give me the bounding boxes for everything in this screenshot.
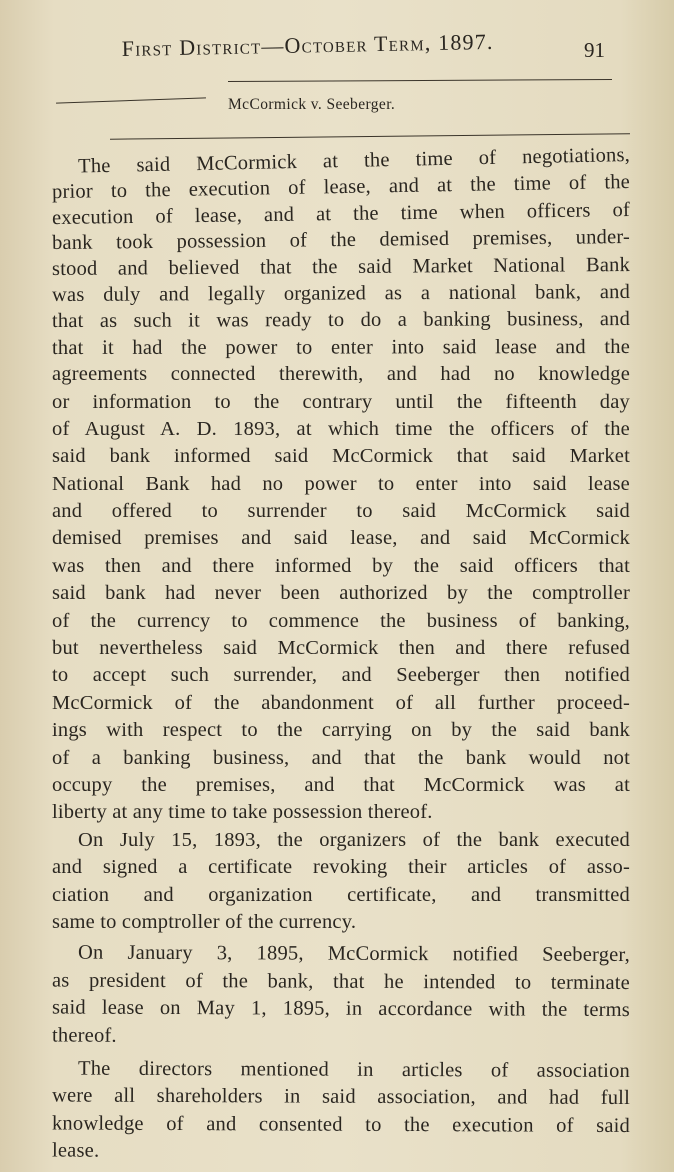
text-line: knowledge of and consented to the execution of said: [51, 1112, 631, 1137]
text-line: execution of lease, and at the time when officers of: [51, 198, 631, 229]
header-rule-top: [228, 79, 612, 82]
text-line: and signed a certificate revoking their articles of asso-: [52, 856, 630, 879]
text-line: liberty at any time to take possession thereof.: [52, 801, 433, 824]
text-line: ciation and organization certificate, and transmitted: [52, 883, 630, 906]
text-line: that it had the power to enter into said lease and the: [51, 335, 631, 359]
text-line: were all shareholders in said association, and had full: [51, 1084, 631, 1110]
text-line: McCormick of the abandonment of all further proceed-: [52, 691, 630, 714]
paragraph: [52, 942, 630, 1052]
text-line: bank took possession of the demised premises, under-: [51, 226, 631, 255]
case-title: McCormick v. Seeberger.: [228, 96, 396, 113]
paragraph: [52, 142, 630, 827]
text-line: same to comptroller of the currency.: [52, 910, 357, 933]
text-line: and offered to surrender to said McCormick said: [52, 500, 630, 523]
body-text: [52, 142, 630, 1167]
text-line: On July 15, 1893, the organizers of the bank executed: [78, 828, 630, 851]
text-line: of the currency to commence the business of banking,: [52, 609, 630, 632]
text-line: The said McCormick at the time of negotiations,: [77, 144, 631, 178]
text-line: National Bank had no power to enter into said lease: [52, 472, 630, 495]
text-line: of August A. D. 1893, at which time the officers of the: [52, 417, 630, 440]
text-line: prior to the execution of lease, and at the time of the: [51, 171, 631, 204]
text-line: On January 3, 1895, McCormick notified Seeberger,: [77, 941, 631, 967]
text-line: said bank informed said McCormick that said Market: [52, 445, 630, 468]
text-line: to accept such surrender, and Seeberger then notified: [52, 664, 630, 687]
text-line: stood and believed that the said Market National Bank: [51, 253, 631, 280]
text-line: occupy the premises, and that McCormick was at: [52, 773, 630, 796]
text-line: of a banking business, and that the bank would not: [52, 746, 630, 769]
text-line: ings with respect to the carrying on by the said bank: [52, 719, 630, 742]
text-line: was then and there informed by the said officers that: [52, 554, 630, 577]
text-line: agreements connected therewith, and had no knowledge: [52, 363, 630, 386]
paragraph: [52, 1058, 630, 1168]
text-line: The directors mentioned in articles of association: [77, 1057, 631, 1082]
text-line: thereof.: [51, 1023, 117, 1047]
text-line: was duly and legally organized as a national bank, and: [51, 280, 631, 306]
text-line: said lease on May 1, 1895, in accordance with the terms: [51, 996, 631, 1022]
text-line: but nevertheless said McCormick then and there refused: [52, 637, 630, 660]
text-line: or information to the contrary until the fifteenth day: [52, 390, 630, 413]
text-line: as president of the bank, that he intended to terminate: [51, 969, 631, 994]
text-line: that as such it was ready to do a banking business, and: [51, 308, 631, 333]
text-line: said bank had never been authorized by the comptroller: [52, 582, 630, 605]
running-head: First District—October Term, 1897.: [121, 28, 494, 62]
text-line: demised premises and said lease, and said McCormick: [52, 527, 630, 550]
page-number: 91: [584, 38, 605, 62]
text-line: lease.: [51, 1139, 100, 1162]
paragraph: [52, 827, 630, 937]
header-rule-bottom: [110, 133, 630, 139]
header-rule-left: [56, 97, 206, 103]
